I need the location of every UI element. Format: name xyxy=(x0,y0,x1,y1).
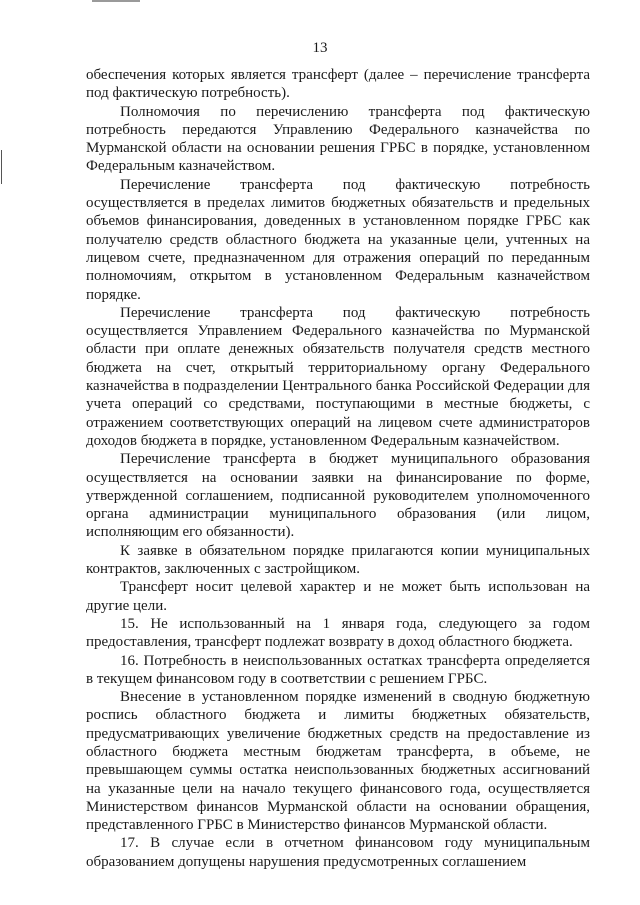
paragraph-targeted-nature: Трансферт носит целевой характер и не может быть использован на другие цели. xyxy=(86,579,590,614)
margin-mark xyxy=(1,150,2,184)
paragraph-transfer-limits: Перечисление трансферта под фактическую потребность осуществляется в пределах лимитов бюджетных обязательств и предельных объемов финансирования, доведенных в установленном порядке ГРБС как получателю средств областного бюджета на указанные цели, учтенных на лицевом счете, предназначенном для отражения операций по переданным полномочиям, открытом в установленном Федеральным казначейством порядке. xyxy=(86,176,590,303)
paragraph-continuation: обеспечения которых является трансферт (далее – перечисление трансферта под фактическую потребность). xyxy=(86,67,590,102)
paragraph-transfer-request: Перечисление трансферта в бюджет муниципального образования осуществляется на основании заявки на финансирование по форме, утвержденной соглашением, подписанной руководителем уполномоченного органа администрации муниципального образования (или лицом, исполняющим его обязанности). xyxy=(86,451,590,541)
paragraph-clause-15: 15. Не использованный на 1 января года, следующего за годом предоставления, трансферт подлежат возврату в доход областного бюджета. xyxy=(86,615,590,651)
page-number: 13 xyxy=(312,40,328,56)
paragraph-budget-changes: Внесение в установленном порядке изменений в сводную бюджетную роспись областного бюджета и лимиты бюджетных обязательств, предусматривающих увеличение бюджетных средств на предоставление из областного бюджета местным бюджетам трансферта, в объеме, не превышающем суммы остатка неиспользованных бюджетных ассигнований на указанные цели на начало текущего финансового года, осуществляется Министерством финансов Мурманской области на основании обращения, представленного ГРБС в Министерство финансов Мурманской области. xyxy=(86,689,590,834)
paragraph-contract-copies: К заявке в обязательном порядке прилагаются копии муниципальных контрактов, заключенных с застройщиком. xyxy=(86,542,590,578)
paragraph-clause-17: 17. В случае если в отчетном финансовом году муниципальным образованием допущены нарушения предусмотренных соглашением xyxy=(86,835,590,870)
paragraph-powers-transfer: Полномочия по перечислению трансферта под фактическую потребность передаются Управлению Федерального казначейства по Мурманской области на основании решения ГРБС в порядке, установленном Федеральным казначейством. xyxy=(86,103,590,175)
document-body xyxy=(86,66,590,871)
paragraph-clause-16: 16. Потребность в неиспользованных остатках трансферта определяется в текущем финансовом году в соответствии с решением ГРБС. xyxy=(86,652,590,687)
top-edge-rule xyxy=(92,0,140,2)
paragraph-treasury-payment: Перечисление трансферта под фактическую потребность осуществляется Управлением Федерального казначейства по Мурманской области при оплате денежных обязательств получателя средств местного бюджета на счет, открытый территориальному органу Федерального казначейства в подразделении Центрального банка Российской Федерации для учета операций со средствами, поступающими в местные бюджеты, с отражением соответствующих операций на лицевом счете администраторов доходов бюджета в порядке, установленном Федеральным казначейством. xyxy=(86,304,590,449)
